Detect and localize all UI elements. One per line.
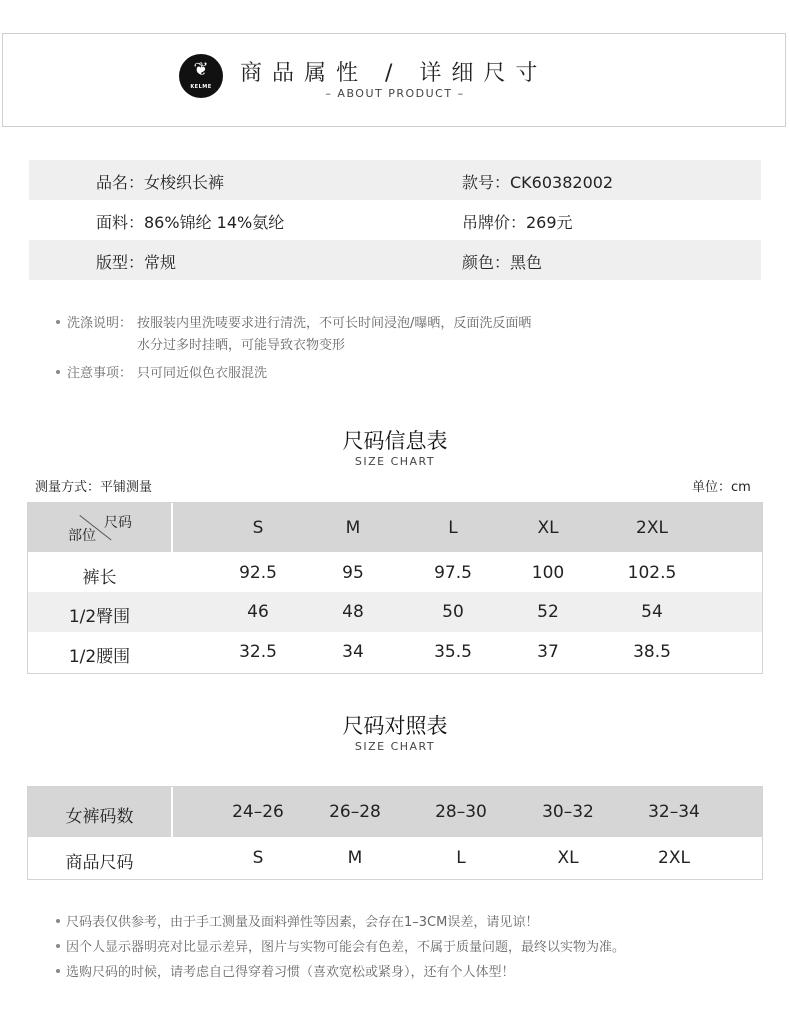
table-cell: 48 bbox=[342, 602, 364, 622]
attribute-style-number: 款号：CK60382002 bbox=[462, 173, 614, 192]
footer-note: 因个人显示器明亮对比显示差异，图片与实物可能会有色差，不属于质量问题，最终以实物为准。 bbox=[66, 940, 626, 955]
table-cell: 102.5 bbox=[627, 563, 677, 583]
caution-text: 只可同近似色衣服混洗 bbox=[137, 366, 268, 381]
caution-label: 注意事项： bbox=[67, 366, 133, 381]
attribute-row bbox=[29, 200, 761, 240]
table-cell: 2XL bbox=[658, 848, 690, 868]
wash-label: 洗涤说明： bbox=[67, 316, 133, 331]
corner-size-label: 尺码 bbox=[104, 515, 132, 531]
table-cell: 92.5 bbox=[239, 563, 277, 583]
table-cell: L bbox=[456, 848, 466, 868]
size-header-s: S bbox=[252, 518, 264, 538]
table-cell: 35.5 bbox=[434, 642, 472, 662]
bullet-icon bbox=[56, 944, 60, 948]
wash-text-continued: 水分过多时挂晒，可能导致衣物变形 bbox=[137, 338, 346, 353]
table-cell: 34 bbox=[342, 642, 364, 662]
table-row bbox=[28, 837, 762, 879]
size-compare-subtitle: SIZE CHART bbox=[354, 740, 436, 753]
attribute-fabric: 面料：86%锦纶 14%氨纶 bbox=[96, 213, 285, 232]
table-cell: 24–26 bbox=[232, 802, 284, 822]
paw-icon: ❦ bbox=[193, 59, 209, 80]
bullet-icon bbox=[56, 969, 60, 973]
table-cell: 26–28 bbox=[329, 802, 381, 822]
table-cell: 28–30 bbox=[435, 802, 487, 822]
row-label: 1/2腰围 bbox=[68, 647, 131, 667]
attribute-name: 品名：女梭织长裤 bbox=[96, 173, 225, 192]
attribute-price: 吊牌价：269元 bbox=[462, 213, 573, 232]
table-cell: 54 bbox=[641, 602, 663, 622]
wash-text: 按服装内里洗唛要求进行清洗，不可长时间浸泡/曝晒，反面洗反面晒 bbox=[137, 316, 532, 331]
table-cell: 32.5 bbox=[239, 642, 277, 662]
table-header-row bbox=[28, 503, 762, 552]
table-cell: M bbox=[347, 848, 363, 868]
attribute-fit: 版型：常规 bbox=[96, 253, 177, 272]
size-info-table bbox=[27, 502, 763, 674]
header-label: 女裤码数 bbox=[65, 807, 134, 827]
size-compare-table bbox=[27, 786, 763, 880]
size-header-2xl: 2XL bbox=[636, 518, 668, 538]
table-row bbox=[28, 552, 762, 592]
attribute-color: 颜色：黑色 bbox=[462, 253, 543, 272]
column-divider bbox=[171, 503, 173, 552]
table-cell: 50 bbox=[442, 602, 464, 622]
size-header-xl: XL bbox=[537, 518, 559, 538]
attribute-row bbox=[29, 240, 761, 280]
table-cell: 100 bbox=[531, 563, 565, 583]
brand-logo-text: KELME bbox=[190, 84, 212, 90]
size-info-title: 尺码信息表 bbox=[342, 429, 448, 453]
table-cell: 46 bbox=[247, 602, 269, 622]
row-label: 商品尺码 bbox=[65, 853, 134, 873]
size-header-m: M bbox=[345, 518, 361, 538]
measure-method: 测量方式：平铺测量 bbox=[35, 480, 153, 495]
footer-note: 尺码表仅供参考，由于手工测量及面料弹性等因素，会存在1–3CM误差，请见谅！ bbox=[66, 915, 539, 930]
table-cell: S bbox=[252, 848, 264, 868]
brand-logo bbox=[179, 54, 223, 98]
footer-note: 选购尺码的时候，请考虑自己得穿着习惯（喜欢宽松或紧身），还有个人体型！ bbox=[66, 965, 515, 980]
row-label: 1/2臀围 bbox=[68, 607, 131, 627]
table-corner-cell bbox=[28, 503, 171, 552]
bullet-icon bbox=[56, 370, 60, 374]
table-cell: 97.5 bbox=[434, 563, 472, 583]
attribute-row bbox=[29, 160, 761, 200]
table-row bbox=[28, 592, 762, 632]
table-row bbox=[28, 632, 762, 673]
bullet-icon bbox=[56, 320, 60, 324]
page-subtitle: – ABOUT PRODUCT – bbox=[325, 87, 465, 100]
table-cell: 30–32 bbox=[542, 802, 594, 822]
unit-label: 单位：cm bbox=[692, 480, 751, 495]
table-cell: 37 bbox=[537, 642, 559, 662]
corner-part-label: 部位 bbox=[68, 528, 96, 544]
table-cell: 38.5 bbox=[633, 642, 671, 662]
size-header-l: L bbox=[448, 518, 458, 538]
table-cell: 32–34 bbox=[648, 802, 700, 822]
table-cell: 52 bbox=[537, 602, 559, 622]
table-header-row bbox=[28, 787, 762, 837]
page-title: 商品属性 / 详细尺寸 bbox=[240, 61, 548, 86]
size-info-subtitle: SIZE CHART bbox=[354, 455, 436, 468]
bullet-icon bbox=[56, 919, 60, 923]
table-cell: 95 bbox=[342, 563, 364, 583]
row-label: 裤长 bbox=[82, 568, 117, 588]
table-cell: XL bbox=[557, 848, 579, 868]
column-divider bbox=[171, 787, 173, 837]
size-compare-title: 尺码对照表 bbox=[342, 714, 448, 738]
